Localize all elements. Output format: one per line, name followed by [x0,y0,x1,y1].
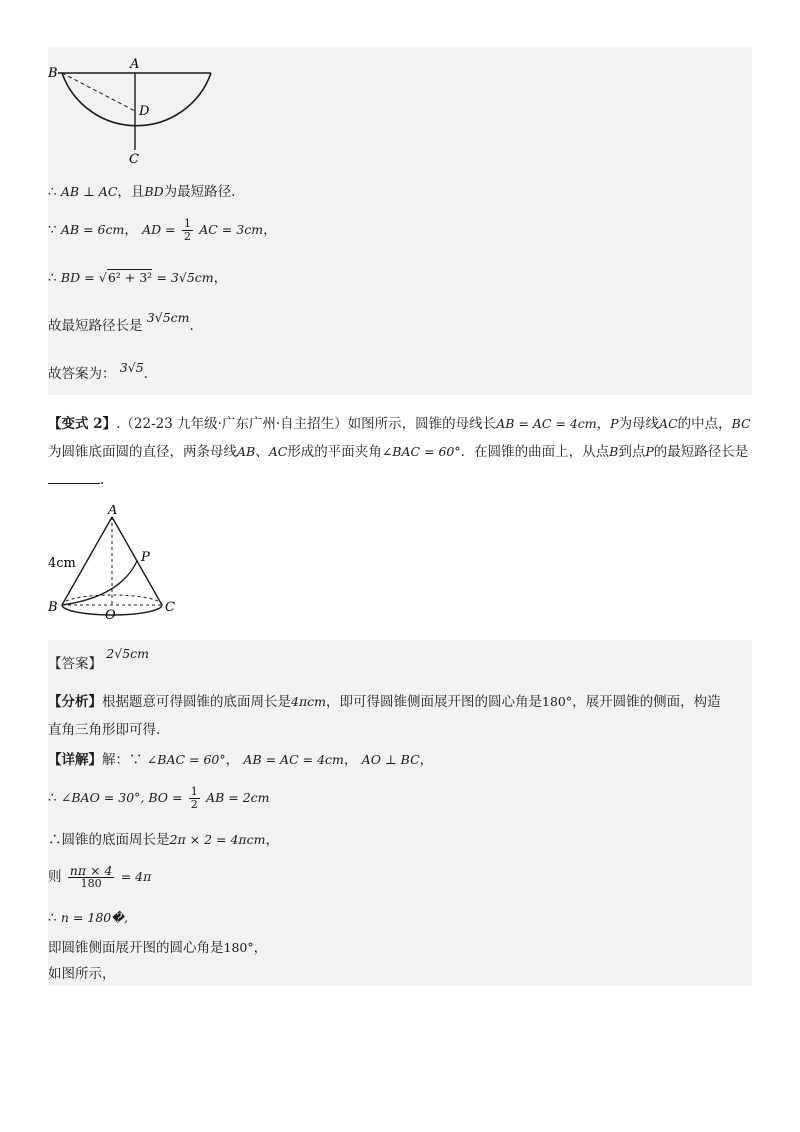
detail-line-2: ∴ ∠BAO = 30°, BO = $\frac{1}{2}$ AB = 2cm [48,785,270,811]
label-b: B [48,600,58,615]
sol-line-2: ∵ AB = 6cm， AD = $\frac{1}{2}$ AC = 3cm， [48,217,277,243]
fraction-half-2: $\frac{1}{2}$ [190,785,198,811]
label-b: B [48,66,58,81]
sol-line-1: ∴ AB ⊥ AC，且BD为最短路径. [48,184,236,200]
semicircle-figure [48,55,218,165]
question-2: 【变式 2】.（22-23 九年级·广东广州·自主招生）如图所示，圆锥的母线长AB = AC = 4cm，P为母线AC的中点，BC为圆锥底面圆的直径，两条母线AB、AC形成的平面夹角∠BAC = 60°．在圆锥的曲面上，从点B到点P的最短路径长是. [48,416,751,488]
label-c: C [129,152,139,165]
detail-line-7: 如图所示， [48,966,116,982]
label-p: P [141,550,150,565]
fraction-n-pi: $\frac{n\pi \times 4}{180}$ [69,863,113,890]
label-4cm: 4cm [48,556,76,571]
detail-line-6: 即圆锥侧面展开图的圆心角是180°， [48,940,268,956]
label-a: A [130,57,140,72]
answer-line: 【答案】 2√5cm [48,646,150,672]
fraction-half: $\frac{1}{2}$ [183,217,191,243]
sol-line-4: 故最短路径长是 3√5cm. [48,310,194,334]
label-d: D [139,104,150,119]
analysis-line-2: 直角三角形即可得. [48,722,161,738]
detail-line-4: 则 $\frac{n\pi \times 4}{180}$ = 4π [48,863,152,890]
label-c: C [165,600,175,615]
label-o: O [105,608,116,620]
sol-line-3: ∴ BD = √6² + 3² = 3√5cm， [48,270,228,286]
sqrt-sign: √ [98,270,107,285]
analysis-line-1: 【分析】根据题意可得圆锥的底面周长是4πcm，即可得圆锥侧面展开图的圆心角是180°，展开圆锥的侧面，构造 [48,694,721,710]
detail-line-1: 【详解】解：∵ ∠BAC = 60°， AB = AC = 4cm， AO ⊥ BC， [48,752,434,768]
answer-blank[interactable] [48,471,100,484]
label-a: A [108,505,118,518]
cone-figure [45,505,185,620]
detail-line-3: ∴圆锥的底面周长是2π × 2 = 4πcm， [48,832,279,848]
bd-dashed-line [62,73,135,111]
detail-line-5: ∴ n = 180�, [48,910,129,926]
sol-line-5: 故答案为： 3√5. [48,360,148,382]
semicircle-arc [62,73,211,126]
